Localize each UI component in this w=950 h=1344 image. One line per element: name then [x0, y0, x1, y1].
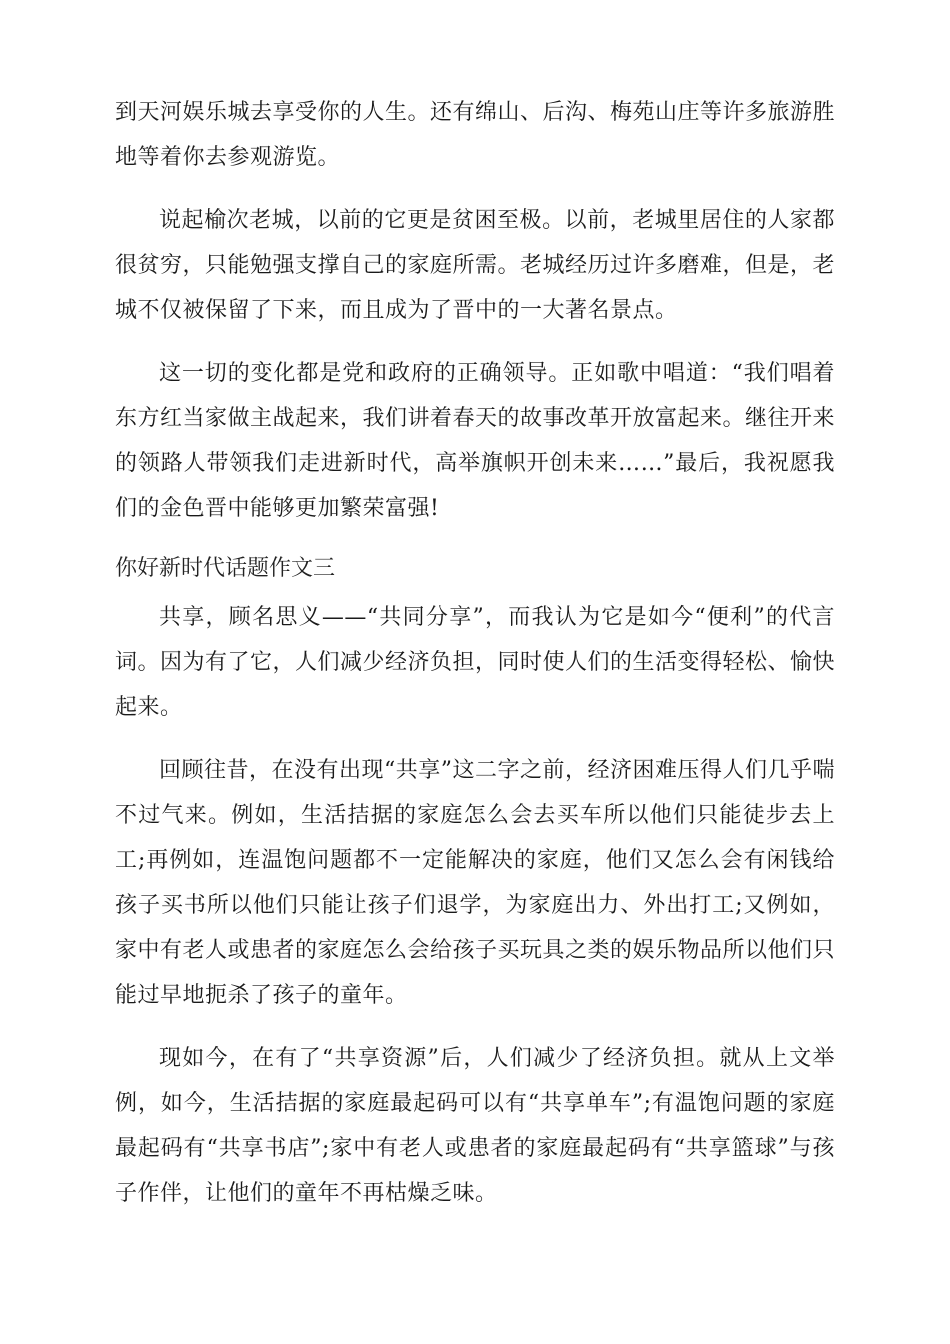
paragraph-old-city: 说起榆次老城，以前的它更是贫困至极。以前，老城里居住的人家都很贫穷，只能勉强支撑自己的家庭所需。老城经历过许多磨难，但是，老城不仅被保留了下来，而且成为了晋中的一大著名景点。	[115, 208, 836, 323]
section-heading: 你好新时代话题作文三	[115, 556, 336, 581]
paragraph-leadership: 这一切的变化都是党和政府的正确领导。正如歌中唱道：“我们唱着东方红当家做主战起来，我们讲着春天的故事改革开放富起来。继往开来的领路人带领我们走进新时代，高举旗帜开创未来……”最后，我祝愿我们的金色晋中能够更加繁荣富强!	[115, 361, 836, 521]
paragraph-continued: 到天河娱乐城去享受你的人生。还有绵山、后沟、梅苑山庄等许多旅游胜地等着你去参观游览。	[115, 100, 836, 170]
paragraph-nowadays: 现如今，在有了“共享资源”后，人们减少了经济负担。就从上文举例，如今，生活拮据的家庭最起码可以有“共享单车”;有温饱问题的家庭最起码有“共享书店”;家中有老人或患者的家庭最起码有“共享篮球”与孩子作伴，让他们的童年不再枯燥乏味。	[115, 1046, 835, 1206]
paragraph-looking-back: 回顾往昔，在没有出现“共享”这二字之前，经济困难压得人们几乎喘不过气来。例如，生活拮据的家庭怎么会去买车所以他们只能徒步去上工;再例如，连温饱问题都不一定能解决的家庭，他们又怎么会有闲钱给孩子买书所以他们只能让孩子们退学，为家庭出力、外出打工;又例如，家中有老人或患者的家庭怎么会给孩子买玩具之类的娱乐物品所以他们只能过早地扼杀了孩子的童年。	[115, 758, 836, 1008]
document-body	[115, 90, 835, 1234]
paragraph-sharing-intro: 共享，顾名思义——“共同分享”，而我认为它是如今“便利”的代言词。因为有了它，人们减少经济负担，同时使人们的生活变得轻松、愉快起来。	[115, 605, 836, 720]
